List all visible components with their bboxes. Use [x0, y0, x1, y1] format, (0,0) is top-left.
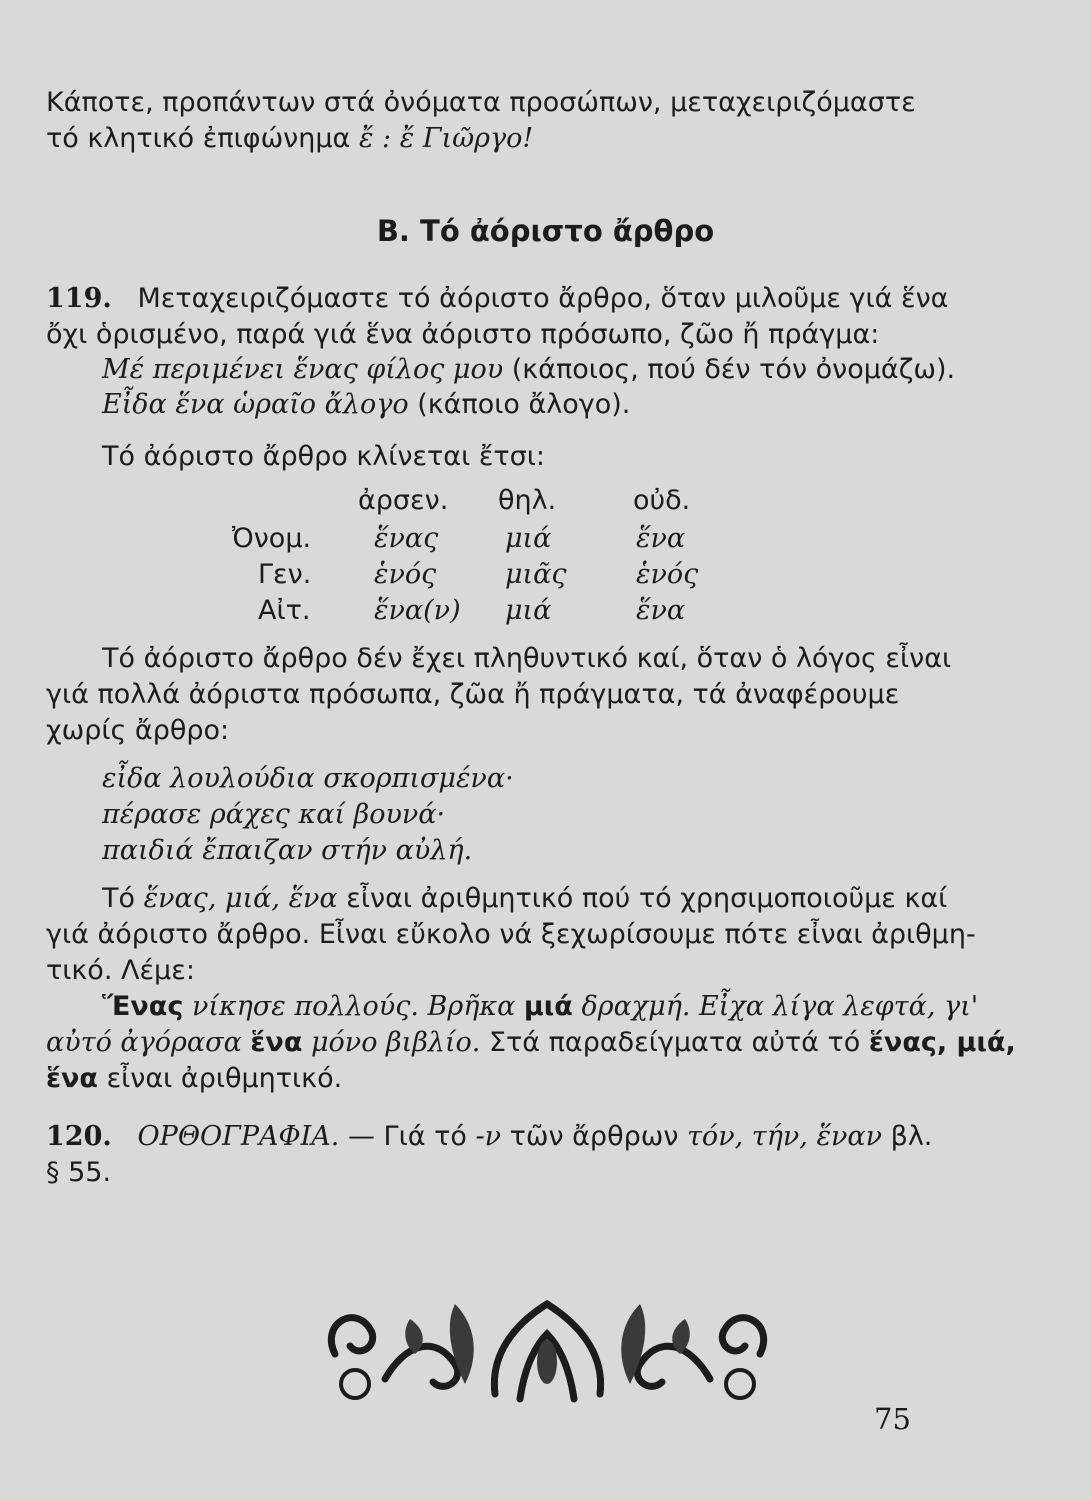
header-masculine: ἀρσεν. — [358, 485, 449, 516]
declension-header — [0, 484, 1091, 518]
p119-line-2: ὄχι ὁρισμένο, παρά γιά ἕνα ἀόριστο πρόσωπο, ζῶο ἤ πράγμα: — [46, 319, 880, 350]
fem-form: μιᾶς — [505, 559, 567, 590]
header-neuter: οὐδ. — [633, 485, 691, 516]
numeral-example-1: Ἕνας νίκησε πολλούς. Βρῆκα μιά δραχμή. Εἶχα λίγα λεφτά, γι' — [102, 991, 979, 1022]
p120-reference: § 55. — [46, 1157, 112, 1188]
no-plural-line-3: χωρίς ἄρθρο: — [46, 715, 230, 746]
verse-line: πέρασε ράχες καί βουνά· — [102, 799, 446, 830]
fem-form: μιά — [505, 523, 552, 554]
numeral-example-2: αὐτό ἀγόρασα ἕνα μόνο βιβλίο. Στά παραδείγματα αὐτά τό ἕνας, μιά, — [46, 1027, 1016, 1058]
p119-line-1: 119. Μεταχειριζόμαστε τό ἀόριστο ἄρθρο, ὅταν μιλοῦμε γιά ἕνα — [46, 283, 949, 314]
ornament-icon — [315, 1284, 780, 1410]
paragraph-number: 120. — [46, 1121, 112, 1152]
p119-declines: Τό ἀόριστο ἄρθρο κλίνεται ἔτσι: — [102, 441, 546, 472]
verse-line: εἶδα λουλούδια σκορπισμένα· — [102, 763, 514, 794]
case-label: Ὀνομ. — [232, 523, 312, 554]
masc-form: ἑνός — [374, 559, 437, 590]
verse-line: παιδιά ἔπαιζαν στήν αὐλή. — [102, 835, 473, 866]
case-label: Αἰτ. — [258, 595, 311, 626]
header-feminine: θηλ. — [498, 485, 557, 516]
intro-line-1: Κάποτε, προπάντων στά ὀνόματα προσώπων, μεταχειριζόμαστε — [46, 87, 916, 118]
neut-form: ἑνός — [636, 559, 699, 590]
fem-form: μιά — [505, 595, 552, 626]
masc-form: ἕνας — [374, 523, 439, 554]
neut-form: ἕνα — [636, 523, 686, 554]
declension-row — [0, 522, 1091, 556]
numeral-example-3: ἕνα εἶναι ἀριθμητικό. — [46, 1063, 343, 1094]
masc-form: ἕνα(ν) — [374, 595, 461, 626]
section-title: Β. Τό ἀόριστο ἄρθρο — [376, 214, 715, 248]
p119-example-1: Μέ περιμένει ἕνας φίλος μου (κάποιος, πού δέν τόν ὀνομάζω). — [102, 354, 956, 385]
no-plural-line-2: γιά πολλά ἀόριστα πρόσωπα, ζῶα ἤ πράγματα, τά ἀναφέρουμε — [46, 679, 900, 710]
numeral-line-3: τικό. Λέμε: — [46, 955, 195, 986]
numeral-line-1: Τό ἕνας, μιά, ἕνα εἶναι ἀριθμητικό πού τό χρησιμοποιοῦμε καί — [102, 883, 948, 914]
declension-row — [0, 594, 1091, 628]
numeral-line-2: γιά ἀόριστο ἄρθρο. Εἶναι εὔκολο νά ξεχωρίσουμε πότε εἶναι ἀριθμη- — [46, 919, 976, 950]
paragraph-number: 119. — [46, 283, 112, 314]
page-number: 75 — [874, 1402, 911, 1436]
neut-form: ἕνα — [636, 595, 686, 626]
case-label: Γεν. — [258, 559, 312, 590]
intro-line-2: τό κλητικό ἐπιφώνημα ἔ : ἔ Γιῶργο! — [46, 123, 534, 154]
p119-example-2: Εἶδα ἕνα ὡραῖο ἄλογο (κάποιο ἄλογο). — [102, 389, 631, 420]
no-plural-line-1: Τό ἀόριστο ἄρθρο δέν ἔχει πληθυντικό καί, ὅταν ὁ λόγος εἶναι — [102, 643, 952, 674]
declension-row — [0, 558, 1091, 592]
p120-line-1: 120. ΟΡΘΟΓΡΑΦΙΑ. — Γιά τό -ν τῶν ἄρθρων τόν, τήν, ἕναν βλ. — [46, 1121, 933, 1152]
